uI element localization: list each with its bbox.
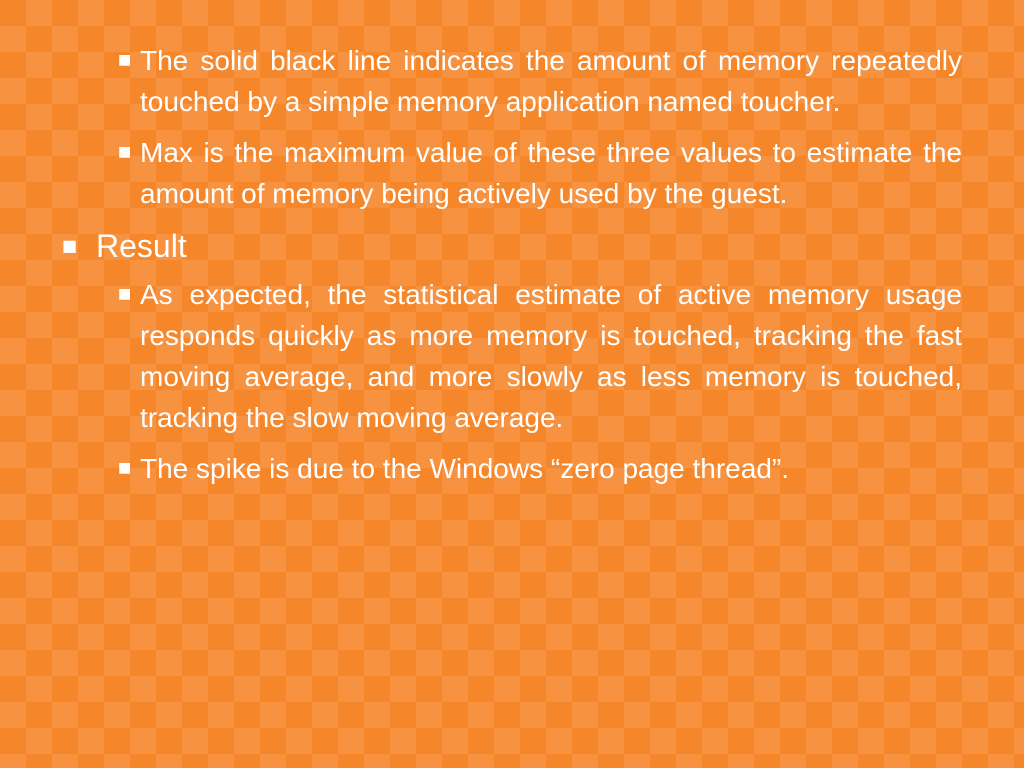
bullet-item [118, 274, 962, 438]
square-bullet-icon: ■ [118, 144, 132, 160]
square-bullet-icon: ■ [118, 460, 132, 476]
square-bullet-icon: ■ [118, 286, 132, 302]
bullet-list [62, 40, 962, 499]
bullet-text: Max is the maximum value of these three values to estimate the amount of memory being actively used by the guest. [140, 137, 962, 209]
square-bullet-icon: ■ [62, 236, 78, 255]
bullet-item [118, 132, 962, 214]
bullet-item [118, 40, 962, 122]
section-heading [62, 224, 962, 268]
square-bullet-icon: ■ [118, 52, 132, 68]
bullet-text: The spike is due to the Windows “zero page thread”. [140, 453, 790, 484]
bullet-text: The solid black line indicates the amount of memory repeatedly touched by a simple memory application named toucher. [140, 45, 962, 117]
section-heading-text: Result [96, 228, 187, 264]
bullet-text: As expected, the statistical estimate of active memory usage responds quickly as more memory is touched, tracking the fast moving average, and more slowly as less memory is touched, tracking the slow moving average. [140, 279, 962, 433]
bullet-item [118, 448, 962, 489]
